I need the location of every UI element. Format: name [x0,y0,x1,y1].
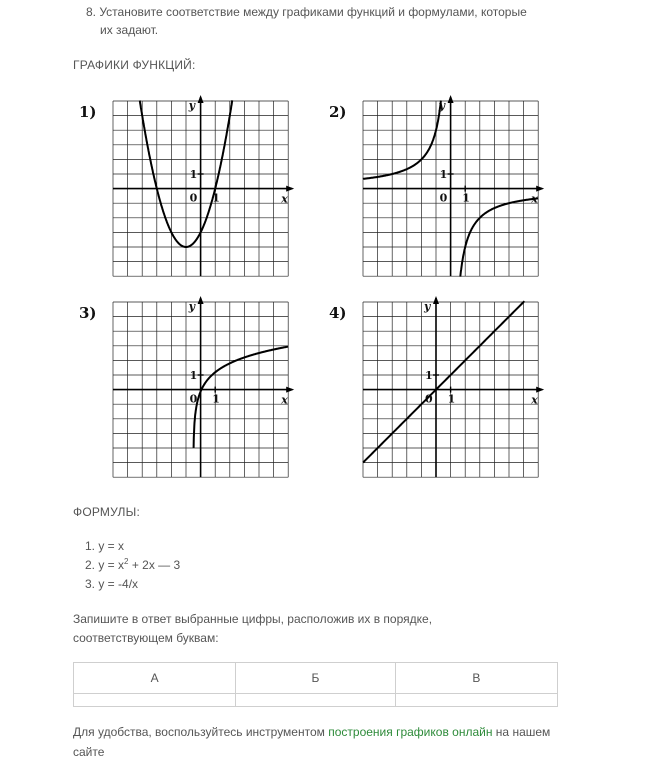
x-axis-arrow [286,387,294,393]
graph-3 [79,296,294,477]
function-curve [363,301,524,462]
x-tick-label: 1 [212,392,220,406]
graph-builder-link[interactable]: построения графиков онлайн [328,725,493,739]
y-axis-arrow [433,296,439,304]
x-axis-arrow [536,387,544,393]
formula-item: 1. y = x [85,539,125,553]
answer-header-b: Б [236,663,396,694]
x-tick-label: 1 [212,191,220,205]
x-axis-label: x [531,192,538,206]
graph-label: 2) [329,103,347,121]
x-tick-label: 1 [462,191,470,205]
instruction-text: Запишите в ответ выбранные цифры, расположив их в порядке, соответствующем буквам: [73,612,433,645]
graph-label: 4) [329,304,347,322]
y-tick-label: 1 [425,369,433,382]
x-axis-label: x [531,393,538,407]
graphs-heading: ГРАФИКИ ФУНКЦИЙ: [73,58,196,72]
graph-label: 3) [79,304,97,322]
x-tick-label: 1 [447,392,456,406]
formulas-heading: ФОРМУЛЫ: [73,505,140,519]
answer-header-v: В [395,663,557,694]
graph-2 [329,95,544,277]
y-axis-arrow [198,95,204,103]
x-axis-arrow [286,186,294,192]
formulas-list [85,537,180,594]
y-axis-label: y [188,300,196,313]
answer-cell-b[interactable] [236,694,396,707]
answer-header-a: А [74,663,236,694]
task-statement [86,3,566,39]
graphs-svg [75,85,553,485]
answer-table [73,662,558,707]
graph-label: 1) [79,103,97,121]
answer-cell-v[interactable] [395,694,557,707]
answer-cell-a[interactable] [74,694,236,707]
origin-label: 0 [439,191,448,205]
y-tick-label: 1 [439,168,448,181]
y-axis-label: y [188,99,196,112]
formula-item: 3. y = -4/x [85,577,139,591]
y-axis-label: y [438,99,446,112]
y-axis-arrow [448,95,454,103]
y-axis-arrow [198,296,204,304]
graph-4 [329,296,544,477]
origin-label: 0 [189,191,198,205]
y-axis-label: y [424,300,431,313]
task-line-1: 8. Установите соответствие между графиками функций и формулами, которые [86,5,527,19]
formula-item: 2. $y = x^2 + 2x$ — 3 [85,557,181,572]
origin-label: 0 [425,392,433,406]
graphs-figure [75,85,553,485]
graph-1 [79,95,294,276]
x-axis-arrow [536,186,544,192]
task-line-2: их задают. [100,23,159,37]
function-curve [460,198,538,276]
x-axis-label: x [281,192,288,206]
function-curve [194,347,289,448]
y-tick-label: 1 [189,369,198,382]
y-tick-label: 1 [189,168,198,181]
function-curve [363,101,441,179]
origin-label: 0 [189,392,198,406]
x-axis-label: x [281,393,288,407]
footer-text: Для удобства, воспользуйтесь инструментом построения графиков онлайн на нашем сайте [73,725,551,759]
